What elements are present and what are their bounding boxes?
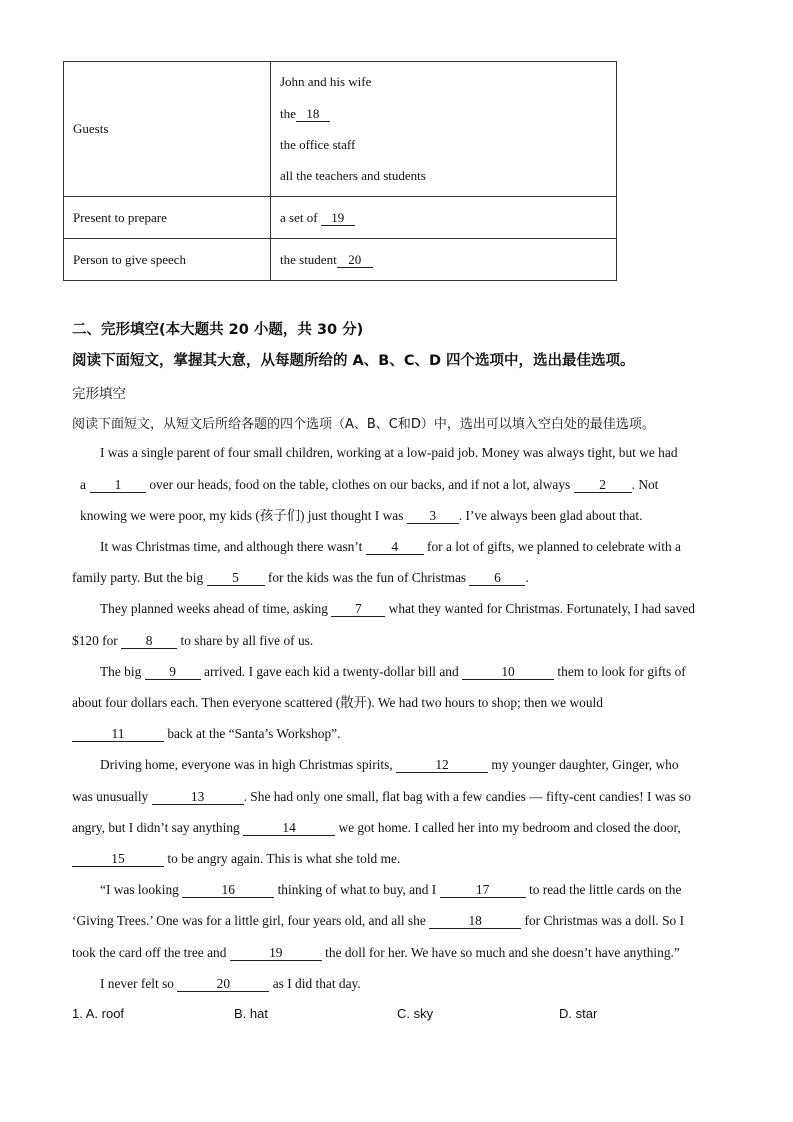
- answer-blank[interactable]: 6: [469, 571, 525, 586]
- section-directions: 阅读下面短文，从短文后所给各题的四个选项（A、B、C和D）中，选出可以填入空白处的最佳选项。: [72, 417, 655, 432]
- table-cell-label: Guests: [64, 62, 271, 197]
- answer-blank[interactable]: 18: [429, 914, 521, 929]
- answer-blank[interactable]: 18: [296, 107, 330, 122]
- answer-blank[interactable]: 20: [177, 977, 269, 992]
- passage-line: The big 9 arrived. I gave each kid a twenty-dollar bill and 10 them to look for gifts of: [100, 664, 686, 679]
- answer-blank[interactable]: 16: [182, 883, 274, 898]
- table-row: [64, 197, 617, 239]
- question-1-option-c[interactable]: C. sky: [397, 1006, 434, 1021]
- answer-blank[interactable]: 19: [230, 946, 322, 961]
- passage-line: about four dollars each. Then everyone scattered (散开). We had two hours to shop; then we would: [72, 695, 603, 710]
- passage-line: $120 for 8 to share by all five of us.: [72, 633, 314, 648]
- answer-blank[interactable]: 13: [152, 790, 244, 805]
- table-row: [64, 239, 617, 281]
- passage-line: It was Christmas time, and although there wasn’t 4 for a lot of gifts, we planned to celebrate with a: [100, 539, 681, 554]
- answer-blank[interactable]: 8: [121, 634, 177, 649]
- section-title: 二、完形填空(本大题共 20 小题，共 30 分): [72, 322, 364, 338]
- passage-line: 11 back at the “Santa’s Workshop”.: [72, 725, 340, 743]
- passage-line: Driving home, everyone was in high Christmas spirits, 12 my younger daughter, Ginger, who: [100, 757, 679, 772]
- question-1-option-d[interactable]: D. star: [559, 1006, 598, 1021]
- answer-blank[interactable]: 4: [366, 540, 424, 555]
- table-cell-value: a set of 19: [271, 197, 617, 239]
- passage-line: family party. But the big 5 for the kids was the fun of Christmas 6 .: [72, 570, 529, 585]
- table-cell-value: John and his wife the 18 the office staff all the teachers and students: [271, 62, 617, 197]
- table-cell-label: Person to give speech: [64, 239, 271, 281]
- passage-line: took the card off the tree and 19 the doll for her. We have so much and she doesn’t have anything.”: [72, 945, 680, 960]
- answer-blank[interactable]: 10: [462, 665, 554, 680]
- passage-line: I was a single parent of four small children, working at a low-paid job. Money was always tight, but we had: [100, 445, 678, 460]
- answer-blank[interactable]: 3: [407, 509, 459, 524]
- passage-line: “I was looking 16 thinking of what to buy, and I 17 to read the little cards on the: [100, 882, 682, 897]
- answer-blank[interactable]: 15: [72, 852, 164, 867]
- passage-line: 15 to be angry again. This is what she told me.: [72, 850, 400, 868]
- passage-line: They planned weeks ahead of time, asking 7 what they wanted for Christmas. Fortunately, I had saved: [100, 601, 695, 616]
- section-instruction: 阅读下面短文，掌握其大意，从每题所给的 A、B、C、D 四个选项中，选出最佳选项。: [72, 353, 635, 369]
- answer-blank[interactable]: 19: [321, 211, 355, 226]
- answer-blank[interactable]: 2: [574, 478, 632, 493]
- table-cell-label: Present to prepare: [64, 197, 271, 239]
- passage-line: ‘Giving Trees.’ One was for a little girl, four years old, and all she 18 for Christmas was a doll. So I: [72, 913, 685, 928]
- answer-blank[interactable]: 20: [337, 253, 373, 268]
- table-cell-value: the student 20: [271, 239, 617, 281]
- question-1-option-b[interactable]: B. hat: [234, 1006, 268, 1021]
- passage-line: I never felt so 20 as I did that day.: [100, 976, 361, 991]
- answer-blank[interactable]: 11: [72, 727, 164, 742]
- answer-blank[interactable]: 9: [145, 665, 201, 680]
- passage-line: a 1 over our heads, food on the table, clothes on our backs, and if not a lot, always 2 . Not: [80, 477, 659, 492]
- table-row: [64, 62, 617, 197]
- answer-blank[interactable]: 12: [396, 758, 488, 773]
- passage-line: angry, but I didn’t say anything 14 we got home. I called her into my bedroom and closed the door,: [72, 820, 681, 835]
- answer-blank[interactable]: 5: [207, 571, 265, 586]
- answer-blank[interactable]: 14: [243, 821, 335, 836]
- passage-line: was unusually 13 . She had only one small, flat bag with a few candies — fifty-cent candies! I was so: [72, 789, 691, 804]
- passage-line: knowing we were poor, my kids (孩子们) just thought I was 3 . I’ve always been glad about that.: [80, 508, 643, 523]
- event-info-table: [63, 61, 617, 281]
- section-subtitle: 完形填空: [72, 386, 126, 402]
- question-1-option-a[interactable]: 1. A. roof: [72, 1006, 125, 1021]
- answer-blank[interactable]: 7: [331, 602, 385, 617]
- answer-blank[interactable]: 1: [90, 478, 146, 493]
- answer-blank[interactable]: 17: [440, 883, 526, 898]
